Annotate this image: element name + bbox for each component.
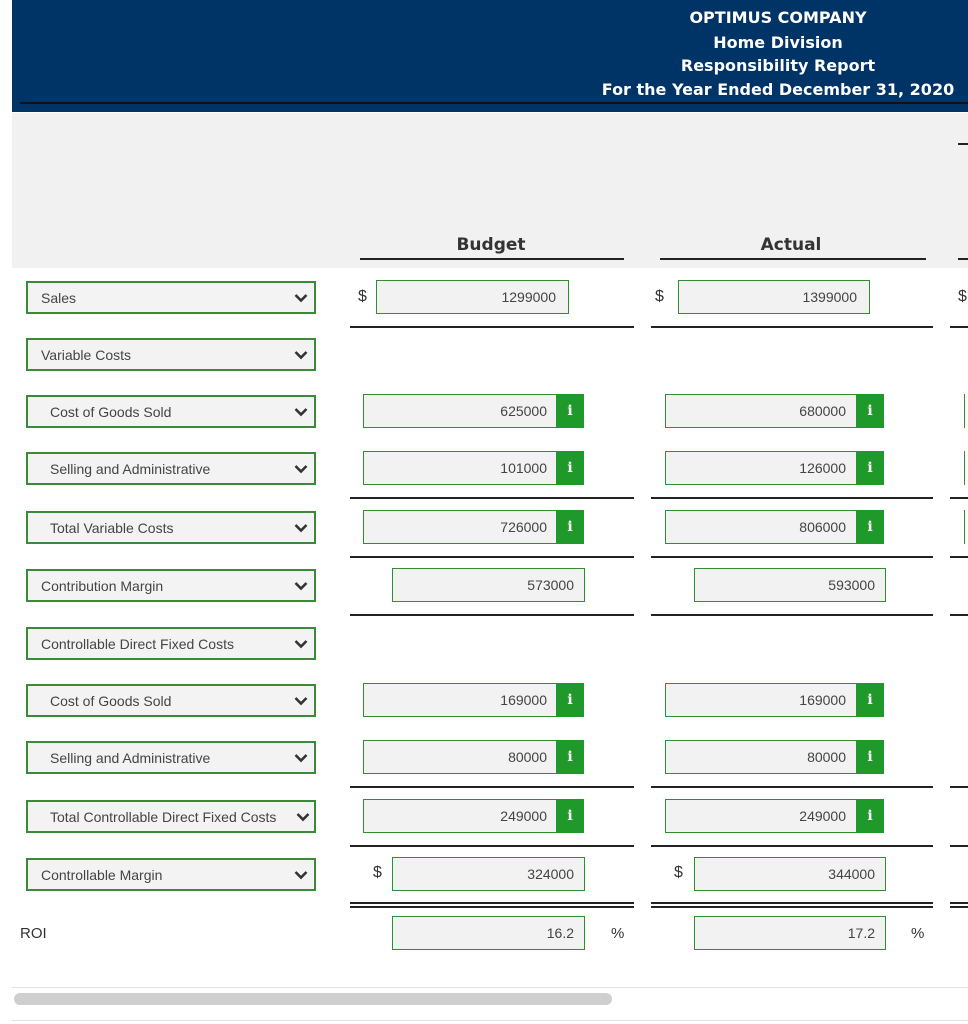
cdfc-select[interactable] — [26, 627, 316, 660]
chevron-down-icon — [294, 293, 308, 303]
budget-sales-input[interactable]: 1299000 — [376, 280, 569, 314]
chevron-down-icon — [296, 812, 310, 822]
company-name: OPTIMUS COMPANY — [689, 8, 867, 27]
double-rule — [950, 906, 968, 908]
vc-cogs-select[interactable] — [26, 395, 316, 428]
rule — [651, 556, 933, 558]
vc-total-label: Total Variable Costs — [50, 519, 174, 536]
chevron-down-icon — [294, 696, 308, 706]
double-rule — [651, 902, 933, 904]
actual-vc-sa-input[interactable]: 126000 — [665, 451, 857, 485]
vc-sa-label: Selling and Administrative — [50, 460, 211, 477]
roi-label: ROI — [20, 925, 47, 942]
variable-costs-select[interactable] — [26, 338, 316, 371]
controllable-margin-select[interactable] — [26, 858, 316, 891]
actual-fc-sa-input[interactable]: 80000 — [665, 740, 857, 774]
rule — [350, 786, 634, 788]
fc-sa-select[interactable] — [26, 741, 316, 774]
rule — [350, 326, 634, 328]
info-icon[interactable]: i — [856, 740, 884, 774]
actual-cm-currency: $ — [674, 864, 683, 881]
variable-costs-label: Variable Costs — [41, 346, 132, 363]
rule — [651, 497, 933, 499]
budget-vc-total-input[interactable]: 726000 — [363, 510, 558, 544]
rule — [651, 845, 933, 847]
rule — [350, 497, 634, 499]
third-column-input-edge — [964, 451, 968, 485]
actual-sales-currency: $ — [655, 288, 664, 305]
info-icon[interactable]: i — [856, 799, 884, 833]
budget-column-rule — [360, 258, 624, 260]
budget-column-title: Budget — [456, 235, 526, 255]
info-icon[interactable]: i — [556, 740, 584, 774]
chevron-down-icon — [294, 753, 308, 763]
rule — [350, 614, 634, 616]
double-rule — [350, 902, 634, 904]
sales-select[interactable] — [26, 281, 316, 314]
fc-sa-label: Selling and Administrative — [50, 749, 211, 766]
scroll-track-bottom — [12, 1020, 968, 1021]
report-name: Responsibility Report — [680, 56, 876, 75]
rule — [950, 556, 968, 558]
rule — [950, 326, 968, 328]
budget-cm-currency: $ — [373, 864, 382, 881]
actual-contribution-margin-input[interactable]: 593000 — [694, 568, 886, 602]
info-icon[interactable]: i — [556, 799, 584, 833]
third-column-rule — [958, 258, 968, 260]
actual-roi-input[interactable]: 17.2 — [694, 916, 886, 950]
actual-sales-input[interactable]: 1399000 — [678, 280, 870, 314]
vc-sa-select[interactable] — [26, 452, 316, 485]
chevron-down-icon — [294, 870, 308, 880]
contribution-margin-label: Contribution Margin — [41, 577, 164, 594]
actual-fc-cogs-input[interactable]: 169000 — [665, 683, 857, 717]
contribution-margin-select[interactable] — [26, 569, 316, 602]
rule — [350, 556, 634, 558]
actual-roi-percent: % — [911, 925, 925, 942]
budget-contribution-margin-input[interactable]: 573000 — [392, 568, 585, 602]
rule — [950, 614, 968, 616]
budget-fc-total-input[interactable]: 249000 — [363, 799, 558, 833]
double-rule — [950, 902, 968, 904]
header-divider — [20, 102, 968, 104]
actual-controllable-margin-input[interactable]: 344000 — [694, 857, 886, 891]
third-column-input-edge — [964, 394, 968, 428]
chevron-down-icon — [294, 581, 308, 591]
budget-roi-input[interactable]: 16.2 — [392, 916, 585, 950]
info-icon[interactable]: i — [856, 683, 884, 717]
info-icon[interactable]: i — [856, 510, 884, 544]
chevron-down-icon — [294, 523, 308, 533]
actual-vc-total-input[interactable]: 806000 — [665, 510, 857, 544]
budget-roi-percent: % — [611, 925, 625, 942]
rule — [350, 845, 634, 847]
double-rule — [350, 906, 634, 908]
rule — [651, 786, 933, 788]
info-icon[interactable]: i — [556, 394, 584, 428]
chevron-down-icon — [294, 639, 308, 649]
scroll-track-top — [12, 987, 968, 988]
info-icon[interactable]: i — [856, 394, 884, 428]
report-period: For the Year Ended December 31, 2020 — [601, 80, 955, 99]
rule — [950, 786, 968, 788]
budget-sales-currency: $ — [358, 288, 367, 305]
horizontal-scrollbar[interactable] — [14, 993, 612, 1005]
info-icon[interactable]: i — [856, 451, 884, 485]
sales-label: Sales — [41, 289, 77, 306]
fc-cogs-select[interactable] — [26, 684, 316, 717]
vc-total-select[interactable] — [26, 511, 316, 544]
budget-vc-sa-input[interactable]: 101000 — [363, 451, 558, 485]
header-tick — [958, 143, 968, 145]
fc-cogs-label: Cost of Goods Sold — [50, 692, 172, 709]
cdfc-label: Controllable Direct Fixed Costs — [41, 635, 234, 652]
actual-column-rule — [660, 258, 926, 260]
rule — [651, 326, 933, 328]
info-icon[interactable]: i — [556, 451, 584, 485]
budget-vc-cogs-input[interactable]: 625000 — [363, 394, 558, 428]
division-name: Home Division — [713, 33, 843, 52]
actual-vc-cogs-input[interactable]: 680000 — [665, 394, 857, 428]
rule — [950, 845, 968, 847]
chevron-down-icon — [294, 407, 308, 417]
rule — [651, 614, 933, 616]
chevron-down-icon — [294, 350, 308, 360]
fc-total-select[interactable] — [26, 800, 316, 833]
info-icon[interactable]: i — [556, 510, 584, 544]
actual-fc-total-input[interactable]: 249000 — [665, 799, 857, 833]
budget-controllable-margin-input[interactable]: 324000 — [392, 857, 585, 891]
rule — [950, 497, 968, 499]
vc-cogs-label: Cost of Goods Sold — [50, 403, 172, 420]
fc-total-label: Total Controllable Direct Fixed Costs — [50, 808, 277, 825]
info-icon[interactable]: i — [556, 683, 584, 717]
budget-fc-sa-input[interactable]: 80000 — [363, 740, 558, 774]
controllable-margin-label: Controllable Margin — [41, 866, 163, 883]
budget-fc-cogs-input[interactable]: 169000 — [363, 683, 558, 717]
third-column-input-edge — [964, 510, 968, 544]
double-rule — [651, 906, 933, 908]
chevron-down-icon — [294, 464, 308, 474]
third-sales-currency: $ — [958, 288, 967, 305]
actual-column-title: Actual — [760, 235, 822, 255]
